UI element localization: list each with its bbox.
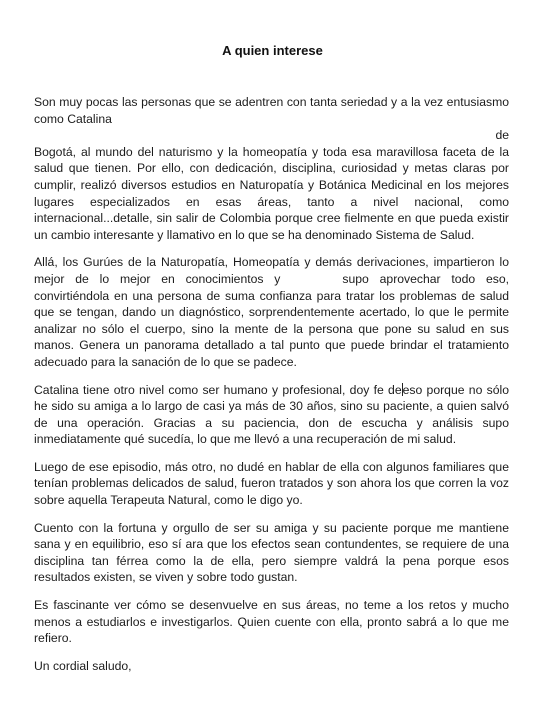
paragraph-2-start: Allá, los Gurúes de la Naturopatía, Homeopatía y demás derivaciones, impartieron lo mejor de lo mejor en conocimientos y [34, 255, 509, 286]
paragraph-1-line-1: Son muy pocas las personas que se adentren con tanta seriedad y a la vez entusiasmo como Catalina [34, 95, 509, 126]
document-body [34, 94, 509, 685]
document-title: A quien interese [222, 43, 323, 58]
paragraph-2 [34, 254, 509, 370]
paragraph-1-line-2 [34, 127, 509, 144]
paragraph-3-rest: eso porque no sólo he sido su amiga a lo largo de casi ya más de 30 años, sino su paciente, a quien salvó de una operación. Gracias a su paciencia, don de escucha y análisis supo inmediatamente qué sucedía, lo que me llevó a una recuperación de mi salud. [34, 382, 509, 447]
paragraph-1-rest: Bogotá, al mundo del naturismo y la homeopatía y toda esa maravillosa faceta de la salud que tienen. Por ello, con dedicación, disciplina, curiosidad y metas claras por cumplir, realizó diversos estudios en Naturopatía y Botánica Medicinal en los mejores lugares especializados en esas áreas, tanto a nivel nacional, como internacional...detalle, sin salir de Colombia porque cree fielmente en que pueda existir un cambio interesante y llamativo en lo que se ha denominado Sistema de Salud. [34, 144, 509, 242]
paragraph-4: Luego de ese episodio, más otro, no dudé en hablar de ella con algunos familiares que tenían problemas delicados de salud, fueron tratados y son ahora los que corren la voz sobre aquella Terapeuta Natural, como le digo yo. [34, 459, 509, 508]
closing-line: Un cordial saludo, [34, 658, 132, 673]
paragraph-5: Cuento con la fortuna y orgullo de ser su amiga y su paciente porque me mantiene sana y en equilibrio, eso sí ara que los efectos sean contundentes, se requiere de una disciplina tan férrea como la de ella, pero siempre valdrá la pena porque esos resultados existen, se viven y sobre todo gustan. [34, 520, 509, 585]
paragraph-1 [34, 94, 509, 243]
paragraph-1-line-2-end: de [495, 128, 509, 143]
paragraph-3-start: Catalina tiene otro nivel como ser humano y profesional, doy fe de [34, 382, 402, 397]
paragraph-2-rest: supo aprovechar todo eso, convirtiéndola en una persona de suma confianza para tratar los problemas de salud que se tengan, dando un diagnóstico, sorprendentemente acertado, lo que le permite analizar no sólo el cuerpo, sino la mente de la persona que pone su salud en sus manos. Genera un panorama detallado a tal punto que puede brindar el tratamiento adecuado para la sanación de lo que se padece. [34, 271, 509, 369]
paragraph-3 [34, 382, 509, 448]
paragraph-6: Es fascinante ver cómo se desenvuelve en sus áreas, no teme a los retos y mucho menos a estudiarlos e investigarlos. Quien cuente con ella, pronto sabrá a lo que me refiero. [34, 598, 509, 646]
